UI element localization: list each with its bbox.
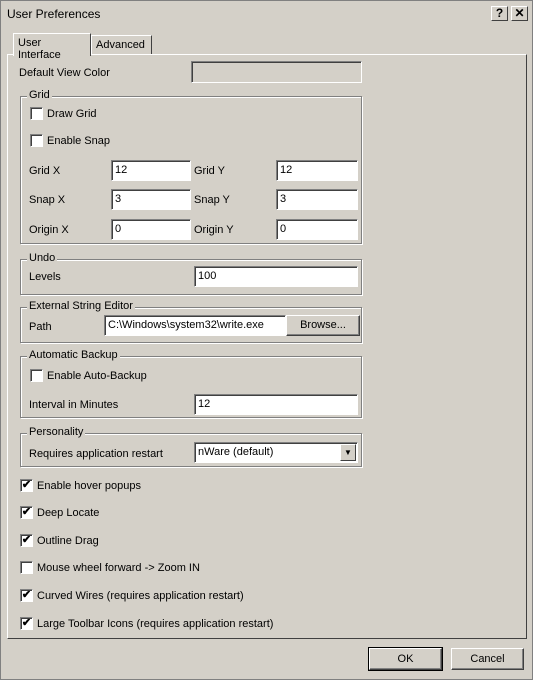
snap-y-label: Snap Y: [194, 194, 230, 206]
default-view-color-label: Default View Color: [19, 67, 110, 79]
personality-legend: Personality: [29, 426, 84, 438]
default-view-color-swatch[interactable]: [191, 61, 362, 83]
large-toolbar-icons-label: Large Toolbar Icons (requires application restart): [37, 618, 274, 630]
outline-drag-checkbox[interactable]: ✔: [21, 534, 32, 546]
grid-x-input[interactable]: 12: [111, 160, 191, 181]
draw-grid-label: Draw Grid: [47, 108, 97, 120]
grid-y-input[interactable]: 12: [276, 160, 358, 181]
grid-x-label: Grid X: [29, 165, 61, 177]
deep-locate-checkbox[interactable]: ✔: [21, 506, 32, 518]
undo-group: [20, 252, 362, 295]
close-button[interactable]: ✕: [511, 6, 528, 21]
browse-button[interactable]: Browse...: [286, 315, 360, 336]
tab-user-interface[interactable]: User Interface: [13, 33, 91, 56]
enable-auto-backup-label: Enable Auto-Backup: [47, 370, 147, 382]
editor-path-input[interactable]: C:\Windows\system32\write.exe: [104, 315, 286, 336]
deep-locate-label: Deep Locate: [37, 507, 100, 519]
personality-selected-value: nWare (default): [198, 446, 274, 458]
enable-auto-backup-checkbox[interactable]: [30, 369, 43, 382]
grid-y-label: Grid Y: [194, 165, 225, 177]
draw-grid-checkbox[interactable]: [30, 107, 43, 120]
tab-advanced[interactable]: Advanced: [91, 35, 152, 55]
outline-drag-label: Outline Drag: [37, 535, 99, 547]
external-editor-legend: External String Editor: [29, 300, 133, 312]
undo-levels-input[interactable]: 100: [194, 266, 358, 287]
snap-y-input[interactable]: 3: [276, 189, 358, 210]
personality-select[interactable]: [194, 442, 358, 463]
chevron-down-icon[interactable]: ▼: [340, 444, 356, 461]
origin-x-label: Origin X: [29, 224, 69, 236]
personality-restart-label: Requires application restart: [29, 448, 163, 460]
enable-snap-checkbox[interactable]: [30, 134, 43, 147]
backup-legend: Automatic Backup: [29, 349, 118, 361]
origin-x-input[interactable]: 0: [111, 219, 191, 240]
origin-y-label: Origin Y: [194, 224, 234, 236]
enable-snap-label: Enable Snap: [47, 135, 110, 147]
window-title: User Preferences: [7, 7, 101, 21]
grid-group: [20, 89, 362, 244]
grid-legend: Grid: [29, 89, 50, 101]
title-bar[interactable]: [1, 1, 532, 27]
personality-group: [20, 426, 362, 467]
cancel-button[interactable]: Cancel: [451, 648, 524, 670]
snap-x-input[interactable]: 3: [111, 189, 191, 210]
snap-x-label: Snap X: [29, 194, 66, 206]
enable-hover-popups-label: Enable hover popups: [37, 480, 141, 492]
help-button[interactable]: ?: [491, 6, 508, 21]
backup-interval-label: Interval in Minutes: [29, 399, 119, 411]
mouse-wheel-zoom-checkbox[interactable]: [20, 561, 33, 574]
undo-levels-label: Levels: [29, 271, 61, 283]
ok-button[interactable]: OK: [369, 648, 442, 670]
curved-wires-checkbox[interactable]: ✔: [21, 589, 32, 601]
mouse-wheel-zoom-label: Mouse wheel forward -> Zoom IN: [37, 562, 200, 574]
backup-group: [20, 349, 362, 418]
undo-legend: Undo: [29, 252, 56, 264]
editor-path-label: Path: [29, 321, 52, 333]
backup-interval-input[interactable]: 12: [194, 394, 358, 415]
external-editor-group: [20, 300, 362, 343]
large-toolbar-icons-checkbox[interactable]: ✔: [21, 617, 32, 629]
enable-hover-popups-checkbox[interactable]: ✔: [21, 479, 32, 491]
origin-y-input[interactable]: 0: [276, 219, 358, 240]
curved-wires-label: Curved Wires (requires application restart): [37, 590, 244, 602]
tab-panel: [7, 54, 527, 639]
